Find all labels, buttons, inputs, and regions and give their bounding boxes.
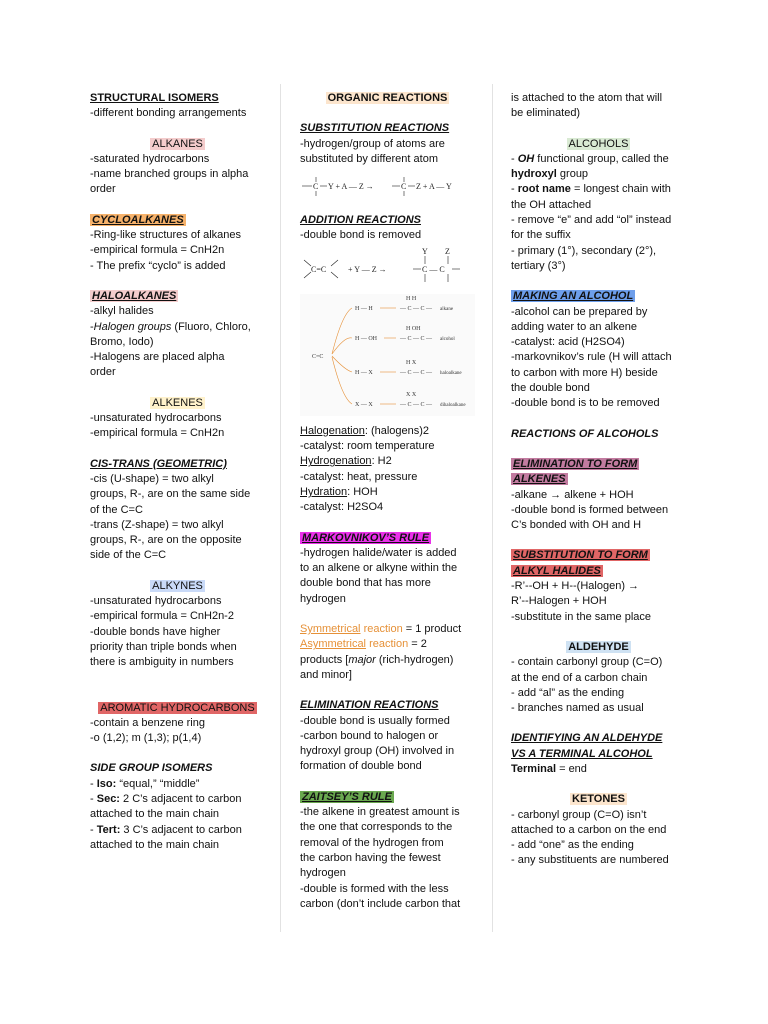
substitution-form-heading-row (511, 548, 686, 563)
text-line: -contain a benzene ring (90, 716, 205, 729)
text-line: -trans (Z-shape) = two alkyl (90, 518, 224, 531)
text-line: -catalyst: heat, pressure (300, 470, 418, 483)
product-alkane: alkane (440, 306, 454, 312)
product-haloalkane: haloalkane (440, 370, 462, 376)
text-line: - any substituents are numbered (511, 854, 669, 867)
text-line: -catalyst: acid (H2SO4) (511, 336, 625, 349)
reagent-hh: H — H (355, 305, 373, 312)
making-alcohol-heading-row (511, 289, 686, 304)
text-line: for the suffix (511, 229, 571, 242)
alkanes-heading-row (90, 137, 265, 152)
markovnikov-heading: MARKOVNIKOV’S RULE (302, 531, 430, 544)
ketones-heading-row (511, 792, 686, 807)
text-line: - add “al” as the ending (511, 686, 625, 699)
svg-text:— C — C —: — C — C — (400, 401, 433, 408)
text-line: - primary (1°), secondary (2°), (511, 244, 657, 257)
text-line: -the alkene in greatest amount is (300, 806, 460, 819)
text-line: - Sec: 2 C’s adjacent to carbon (90, 792, 242, 805)
text-line: - remove “e” and add “ol” instead (511, 214, 672, 227)
text-line: Asymmetrical reaction = 2 (300, 638, 427, 651)
text-line: -Ring-like structures of alkanes (90, 229, 242, 242)
text-line: -markovnikov’s rule (H will attach (511, 351, 672, 364)
text-line: - contain carbonyl group (C=O) (511, 656, 663, 669)
text-line: -cis (U-shape) = two alkyl (90, 472, 214, 485)
text-line: there is ambiguity in numbers (90, 656, 234, 669)
reagent-xx: X — X (355, 401, 373, 408)
text-line: the one that corresponds to the (300, 821, 453, 834)
zaitsey-heading: ZAITSEY’S RULE (302, 790, 392, 803)
addition-reactions-heading: ADDITION REACTIONS (300, 214, 421, 227)
text-line: removal of the hydrogen from (300, 836, 444, 849)
svg-text:H OH: H OH (406, 325, 421, 332)
text-line: priority than triple bonds when (90, 640, 237, 653)
text-line: -Halogens are placed alpha (90, 351, 225, 364)
text-line: - Tert: 3 C’s adjacent to carbon (90, 823, 242, 836)
text-line: -alcohol can be prepared by (511, 305, 648, 318)
column-1 (90, 91, 265, 853)
svg-text:— C — C —: — C — C — (400, 305, 433, 312)
ketones-heading: KETONES (572, 793, 625, 806)
substitution-equation-image (300, 167, 475, 205)
making-alcohol-heading: MAKING AN ALCOHOL (513, 290, 634, 303)
cycloalkanes-heading-row (90, 213, 265, 228)
text-line: - branches named as usual (511, 702, 644, 715)
text-line: hydroxyl group (OH) involved in (300, 745, 455, 758)
text-line: -Halogen groups (Fluoro, Chloro, (90, 320, 251, 333)
aromatic-heading-row (90, 701, 265, 716)
text-line: -saturated hydrocarbons (90, 152, 210, 165)
identifying-aldehyde-heading-1: IDENTIFYING AN ALDEHYDE (511, 732, 663, 745)
text-line: Halogenation: (halogens)2 (300, 424, 430, 437)
text-line: -double bonds have higher (90, 625, 221, 638)
text-line: to an alkene or alkyne within the (300, 562, 458, 575)
text-line: double bond that has more (300, 577, 431, 590)
text-line: Terminal = end (511, 762, 587, 775)
text-line: -o (1,2); m (1,3); p(1,4) (90, 732, 202, 745)
svg-text:C: C (313, 182, 319, 192)
alkenes-heading-row (90, 396, 265, 411)
svg-text:X X: X X (406, 391, 417, 398)
text-line: -name branched groups in alpha (90, 168, 249, 181)
alkynes-heading-row (90, 579, 265, 594)
elimination-form-heading-row (511, 457, 686, 472)
text-line: the double bond (511, 382, 590, 395)
svg-text:H X: H X (406, 359, 417, 366)
svg-text:C=C: C=C (312, 353, 324, 360)
text-line: -empirical formula = CnH2n (90, 427, 225, 440)
text-line: - carbonyl group (C=O) isn’t (511, 808, 647, 821)
text-line: -R’--OH + H--(Halogen) → (511, 580, 640, 593)
text-line: -catalyst: H2SO4 (300, 501, 384, 514)
side-group-isomers-heading: SIDE GROUP ISOMERS (90, 762, 213, 775)
text-line: -alkane → alkene + HOH (511, 488, 634, 501)
aldehyde-heading-row (511, 640, 686, 655)
text-line: order (90, 366, 116, 379)
text-line: -carbon bound to halogen or (300, 729, 439, 742)
svg-text:— C — C —: — C — C — (400, 335, 433, 342)
svg-text:C=C: C=C (311, 264, 327, 274)
text-line: Bromo, Iodo) (90, 335, 154, 348)
text-line: attached to the main chain (90, 838, 220, 851)
column-divider-2 (492, 84, 493, 932)
organic-reactions-heading: ORGANIC REACTIONS (327, 92, 448, 104)
svg-text:+ Y — Z →: + Y — Z → (348, 264, 387, 274)
text-line: - Iso: “equal,” “middle” (90, 777, 200, 790)
text-line: hydroxyl group (511, 168, 589, 181)
text-line: - add “one” as the ending (511, 839, 634, 852)
text-line: -alkyl halides (90, 305, 154, 318)
text-line: R’--Halogen + HOH (511, 595, 607, 608)
text-line: at the end of a carbon chain (511, 671, 648, 684)
product-dihaloalkane: dihaloalkane (440, 402, 466, 408)
identifying-aldehyde-heading-2: VS A TERMINAL ALCOHOL (511, 747, 653, 760)
text-line: -empirical formula = CnH2n-2 (90, 610, 234, 623)
substitution-form-heading-row (511, 564, 686, 579)
zaitsey-heading-row (300, 790, 475, 805)
text-line: be eliminated) (511, 107, 581, 120)
text-line: -different bonding arrangements (90, 107, 247, 120)
svg-text:H H: H H (406, 295, 417, 302)
reactions-of-alcohols-heading: REACTIONS OF ALCOHOLS (511, 427, 659, 440)
text-line: -hydrogen/group of atoms are (300, 137, 445, 150)
text-line: tertiary (3°) (511, 259, 566, 272)
aromatic-hydrocarbons-heading: AROMATIC HYDROCARBONS (100, 701, 255, 714)
substitution-form-heading-1: SUBSTITUTION TO FORM (513, 549, 648, 562)
text-line: side of the C=C (90, 549, 167, 562)
markovnikov-heading-row (300, 531, 475, 546)
svg-text:C: C (401, 182, 407, 192)
text-line: substituted by different atom (300, 152, 438, 165)
structural-isomers-heading: STRUCTURAL ISOMERS (90, 92, 219, 104)
text-line: Hydrogenation: H2 (300, 455, 392, 468)
alcohols-heading-row (511, 137, 686, 152)
svg-text:Z: Z (445, 246, 450, 256)
svg-text:— C — C —: — C — C — (400, 369, 433, 376)
text-line: carbon (don’t include carbon that (300, 897, 461, 910)
alkanes-heading: ALKANES (152, 137, 203, 150)
alcohols-heading: ALCOHOLS (568, 137, 629, 150)
addition-reactions-diagram (300, 294, 475, 416)
substitution-reactions-heading: SUBSTITUTION REACTIONS (300, 122, 450, 135)
text-line: -double bond is formed between (511, 503, 669, 516)
text-line: Symmetrical reaction = 1 product (300, 623, 462, 636)
text-line: -catalyst: room temperature (300, 440, 435, 453)
text-line: order (90, 183, 116, 196)
text-line: -empirical formula = CnH2n (90, 244, 225, 257)
haloalkanes-heading: HALOALKANES (92, 289, 177, 302)
text-line: -double bond is usually formed (300, 714, 450, 727)
cis-trans-heading: CIS-TRANS (GEOMETRIC) (90, 457, 227, 470)
column-3 (511, 91, 686, 869)
elimination-form-heading-2: ALKENES (513, 473, 566, 486)
elimination-reactions-heading: ELIMINATION REACTIONS (300, 699, 439, 712)
alkynes-heading: ALKYNES (152, 579, 203, 592)
text-line: products [major (rich-hydrogen) (300, 653, 454, 666)
text-line: hydrogen (300, 592, 346, 605)
text-line: formation of double bond (300, 760, 422, 773)
haloalkanes-heading-row (90, 289, 265, 304)
svg-text:Z + A — Y: Z + A — Y (416, 182, 452, 192)
text-line: the OH attached (511, 198, 592, 211)
text-line: -unsaturated hydrocarbons (90, 412, 222, 425)
text-line: - The prefix “cyclo” is added (90, 259, 226, 272)
text-line: Hydration: HOH (300, 485, 378, 498)
text-line: to carbon with more H) beside (511, 366, 658, 379)
reagent-hx: H — X (355, 369, 373, 376)
aldehyde-heading: ALDEHYDE (568, 640, 629, 653)
text-line: the carbon having the fewest (300, 851, 441, 864)
svg-text:Y + A — Z →: Y + A — Z → (328, 182, 374, 192)
substitution-form-heading-2: ALKYL HALIDES (513, 564, 601, 577)
text-line: -double bond is removed (300, 229, 422, 242)
svg-text:C — C: C — C (422, 264, 445, 274)
text-line: groups, R-, are on the same side (90, 488, 251, 501)
cycloalkanes-heading: CYCLOALKANES (92, 213, 184, 226)
reagent-hoh: H — OH (355, 335, 377, 342)
text-line: attached to the main chain (90, 808, 220, 821)
text-line: of the C=C (90, 503, 143, 516)
text-line: adding water to an alkene (511, 320, 637, 333)
alkenes-heading: ALKENES (152, 396, 203, 409)
svg-text:Y: Y (422, 246, 428, 256)
text-line: groups, R-, are on the opposite (90, 534, 242, 547)
text-line: and minor] (300, 668, 352, 681)
text-line: attached to a carbon on the end (511, 823, 667, 836)
elimination-form-heading-row (511, 472, 686, 487)
column-2 (300, 91, 475, 912)
text-line: -double is formed with the less (300, 882, 449, 895)
text-line: - OH functional group, called the (511, 152, 669, 165)
text-line: -hydrogen halide/water is added (300, 546, 457, 559)
text-line: -double bond is to be removed (511, 397, 660, 410)
text-line: hydrogen (300, 867, 346, 880)
organic-reactions-heading-row (300, 91, 475, 106)
text-line: C’s bonded with OH and H (511, 519, 642, 532)
text-line: -unsaturated hydrocarbons (90, 595, 222, 608)
column-divider-1 (280, 84, 281, 932)
text-line: - root name = longest chain with (511, 183, 671, 196)
addition-equation-image (300, 244, 475, 294)
text-line: is attached to the atom that will (511, 92, 663, 104)
elimination-form-heading-1: ELIMINATION TO FORM (513, 457, 638, 470)
text-line: -substitute in the same place (511, 610, 652, 623)
product-alcohol: alcohol (440, 336, 455, 342)
